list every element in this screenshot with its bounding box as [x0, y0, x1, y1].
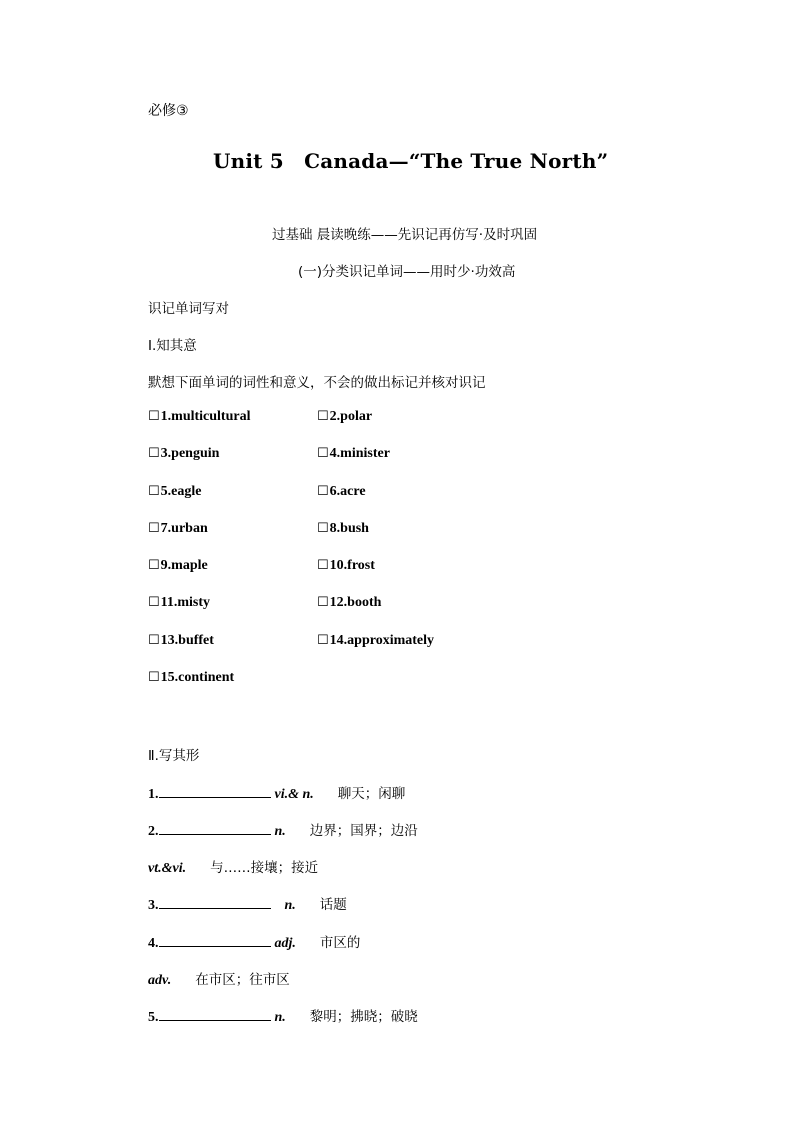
fill-blank-item: 1. vi.& n. 聊天；闲聊	[148, 786, 406, 802]
word-item[interactable]: ☐13.buffet	[148, 633, 214, 648]
subtitle-practice: 过基础 晨读晚练——先识记再仿写·及时巩固	[272, 227, 538, 243]
checkbox-icon[interactable]: ☐	[317, 409, 329, 424]
checkbox-icon[interactable]: ☐	[148, 484, 160, 499]
checkbox-icon[interactable]: ☐	[317, 521, 329, 536]
word-item[interactable]: ☐10.frost	[317, 558, 375, 573]
checkbox-icon[interactable]: ☐	[148, 446, 160, 461]
word-item[interactable]: ☐8.bush	[317, 521, 369, 536]
word-item[interactable]: ☐3.penguin	[148, 446, 220, 461]
section-label: 识记单词写对	[148, 301, 229, 317]
word-item[interactable]: ☐4.minister	[317, 446, 390, 461]
word-item[interactable]: ☐5.eagle	[148, 484, 202, 499]
fill-blank-item: 2. n. 边界；国界；边沿	[148, 823, 418, 839]
checkbox-icon[interactable]: ☐	[317, 446, 329, 461]
checkbox-icon[interactable]: ☐	[148, 670, 160, 685]
checkbox-icon[interactable]: ☐	[317, 484, 329, 499]
word-item[interactable]: ☐6.acre	[317, 484, 366, 499]
answer-blank[interactable]	[159, 784, 271, 798]
word-item[interactable]: ☐7.urban	[148, 521, 208, 536]
checkbox-icon[interactable]: ☐	[317, 595, 329, 610]
checkbox-icon[interactable]: ☐	[148, 595, 160, 610]
word-item[interactable]: ☐11.misty	[148, 595, 211, 610]
checkbox-icon[interactable]: ☐	[317, 558, 329, 573]
word-item[interactable]: ☐12.booth	[317, 595, 382, 610]
word-item[interactable]: ☐14.approximately	[317, 633, 435, 648]
fill-blank-item: 3. n. 话题	[148, 897, 347, 913]
checkbox-icon[interactable]: ☐	[148, 409, 160, 424]
checkbox-icon[interactable]: ☐	[148, 633, 160, 648]
word-item[interactable]: ☐15.continent	[148, 670, 235, 685]
answer-blank[interactable]	[159, 1007, 271, 1021]
checkbox-icon[interactable]: ☐	[148, 521, 160, 536]
answer-blank[interactable]	[159, 933, 271, 947]
fill-blank-item: 4. adj. 市区的	[148, 935, 361, 951]
part1-instruction: 默想下面单词的词性和意义，不会的做出标记并核对识记	[148, 375, 486, 391]
word-item[interactable]: ☐2.polar	[317, 409, 373, 424]
book-label: 必修③	[148, 103, 189, 119]
part2-heading: Ⅱ.写其形	[148, 748, 200, 764]
answer-blank[interactable]	[159, 821, 271, 835]
unit-title: Unit 5 Canada—“The True North”	[213, 149, 609, 173]
answer-blank[interactable]	[159, 895, 271, 909]
word-item[interactable]: ☐1.multicultural	[148, 409, 251, 424]
fill-blank-subitem: adv. 在市区；往市区	[148, 972, 290, 988]
fill-blank-subitem: vt.&vi. 与……接壤；接近	[148, 860, 319, 876]
subtitle-vocabulary: (一)分类识记单词——用时少·功效高	[298, 264, 516, 280]
word-item[interactable]: ☐9.maple	[148, 558, 208, 573]
checkbox-icon[interactable]: ☐	[317, 633, 329, 648]
part1-heading: Ⅰ.知其意	[148, 338, 197, 354]
fill-blank-item: 5. n. 黎明；拂晓；破晓	[148, 1009, 418, 1025]
checkbox-icon[interactable]: ☐	[148, 558, 160, 573]
